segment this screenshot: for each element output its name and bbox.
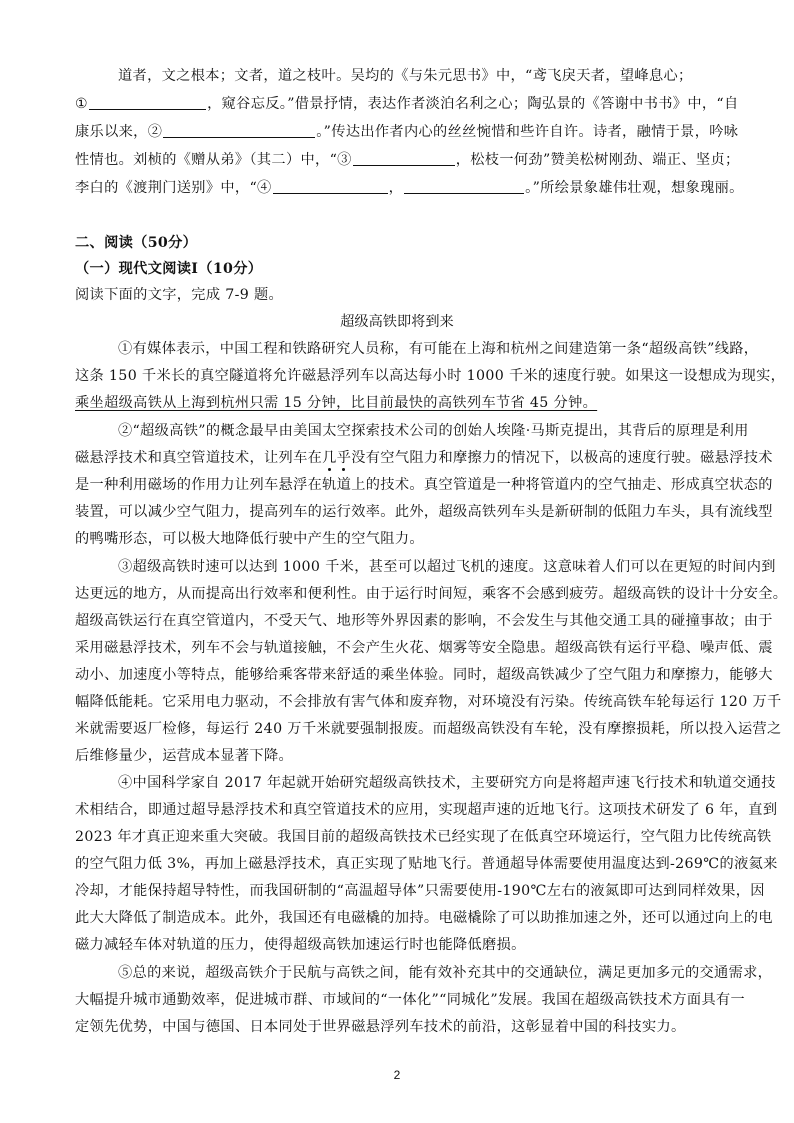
paragraph-line: ②“超级高铁”的概念最早由美国太空探索技术公司的创始人埃隆·马斯克提出，其背后的原理是利用 [118,423,749,439]
paragraph-line: 磁力减轻车体对轨道的压力，使得超级高铁加速运行时也能降低磨损。 [75,937,526,953]
subsection-heading: （一）现代文阅读Ⅰ（10分） [75,261,263,277]
section-heading: 二、阅读（50分） [75,235,198,251]
paragraph-line [75,448,773,468]
text: 没有空气阻力和摩擦力的情况下，以极高的速度行驶。磁悬浮技术 [351,450,773,466]
answer-blank-4b[interactable] [404,178,524,194]
paragraph-line: ④中国科学家自 2017 年起就开始研究超级高铁技术，主要研究方向是将超声速飞行技术和轨道交通技 [118,775,776,791]
paragraph-line: 动小、加速度小等特点，能够给乘客带来舒适的乘坐体验。同时，超级高铁减少了空气阻力和摩擦力，能够大 [75,667,773,683]
paragraph-line: 术相结合，即通过超导悬浮技术和真空管道技术的应用，实现超声速的近地飞行。这项技术研发了 6 年，直到 [75,802,778,818]
instruction: 阅读下面的文字，完成 7-9 题。 [75,287,284,303]
poetry-line-3 [75,122,755,142]
text: ，窥谷忘反。”借景抒情，表达作者淡泊名利之心；陶弘景的《答谢中书书》中，“自 [207,96,739,112]
emphasis-dot-char: 乎 [336,450,352,466]
text: ， [388,180,404,196]
poetry-line-2 [75,94,755,114]
answer-blank-2[interactable] [163,122,315,138]
text: 。”传达出作者内心的丝丝惋惜和些许自许。诗者，融情于景，吟咏 [316,124,739,140]
paragraph-line: ③超级高铁时速可以达到 1000 千米，甚至可以超过飞机的速度。这意味着人们可以在更短的时间内到 [118,559,776,575]
text: 道者，文之根本；文者，道之枝叶。吴均的《与朱元思书》中，“鸢飞戾天者，望峰息心； [118,68,693,84]
text: 李白的《渡荆门送别》中，“④ [75,180,272,196]
text: ，松枝一何劲”赞美松树刚劲、端正、坚贞； [455,152,740,168]
page-number: 2 [393,1068,401,1082]
poetry-line-1 [118,66,758,86]
poetry-line-5 [75,178,755,198]
poetry-line-4 [75,150,755,170]
paragraph-line: ⑤总的来说，超级高铁介于民航与高铁之间，能有效补充其中的交通缺位，满足更加多元的交通需求， [118,965,773,981]
paragraph-line: ①有媒体表示，中国工程和铁路研究人员称，有可能在上海和杭州之间建造第一条“超级高铁”线路， [118,341,759,357]
paragraph-line: 的空气阻力低 3%，再加上磁悬浮技术，真正实现了贴地飞行。普通超导体需要使用温度达到-269℃的液氦来 [75,856,778,872]
paragraph-line: 冷却，才能保持超导特性，而我国研制的“高温超导体”只需要使用-190℃左右的液氮即可达到同样效果，因 [75,883,765,899]
paragraph-line: 定领先优势，中国与德国、日本同处于世界磁悬浮列车技术的前沿，这彰显着中国的科技实力。 [75,1019,686,1035]
paragraph-line: 是一种利用磁场的作用力让列车悬浮在轨道上的技术。真空管道是一种将管道内的空气抽走、形成真空状态的 [75,477,773,493]
text: 性情也。刘桢的《赠从弟》（其二）中，“③ [75,152,352,168]
answer-blank-1[interactable] [89,94,206,110]
text: 康乐以来，② [75,124,163,140]
article-title: 超级高铁即将到来 [340,314,454,330]
paragraph-line: 的鸭嘴形态，可以极大地降低行驶中产生的空气阻力。 [75,531,424,547]
text: 磁悬浮技术和真空管道技术，让列车在 [75,450,323,466]
answer-blank-3[interactable] [353,150,455,166]
emphasis-dot-char: 几 [322,450,337,466]
paragraph-line [75,393,755,413]
paragraph-line: 此大大降低了制造成本。此外，我国还有电磁橇的加持。电磁橇除了可以助推加速之外，还可以通过向上的电 [75,910,773,926]
paragraph-line: 达更远的地方，从而提高出行效率和便利性。由于运行时间短，乘客不会感到疲劳。超级高铁的设计十分安全。 [75,586,788,602]
paragraph-line: 装置，可以减少空气阻力，提高列车的运行效率。此外，超级高铁列车头是新研制的低阻力车头，具有流线型 [75,504,773,520]
text: ① [75,96,89,112]
paragraph-line: 大幅提升城市通勤效率，促进城市群、市域间的“一体化”“同城化”发展。我国在超级高铁技术方面具有一 [75,992,746,1008]
paragraph-line: 2023 年才真正迎来重大突破。我国目前的超级高铁技术已经实现了在低真空环境运行，空气阻力比传统高铁 [75,829,772,845]
underlined-sentence: 乘坐超级高铁从上海到杭州只需 15 分钟，比目前最快的高铁列车节省 45 分钟。 [75,395,598,411]
paragraph-line: 采用磁悬浮技术，列车不会与轨道接触，不会产生火花、烟雾等安全隐患。超级高铁有运行平稳、噪声低、震 [75,640,773,656]
paragraph-line: 幅降低能耗。它采用电力驱动，不会排放有害气体和废弃物，对环境没有污染。传统高铁车轮每运行 120 万千 [75,694,782,710]
paragraph-line: 米就需要返厂检修，每运行 240 万千米就要强制报废。而超级高铁没有车轮，没有摩擦损耗，所以投入运营之 [75,721,782,737]
paragraph-line: 这条 150 千米长的真空隧道将允许磁悬浮列车以高达每小时 1000 千米的速度行驶。如果这一设想成为现实， [75,368,786,384]
paragraph-line: 后维修量少，运营成本显著下降。 [75,748,294,764]
answer-blank-4a[interactable] [273,178,388,194]
text: 。”所绘景象雄伟壮观，想象瑰丽。 [525,180,744,196]
paragraph-line: 超级高铁运行在真空管道内，不受天气、地形等外界因素的影响，不会发生与其他交通工具的碰撞事故；由于 [75,613,773,629]
